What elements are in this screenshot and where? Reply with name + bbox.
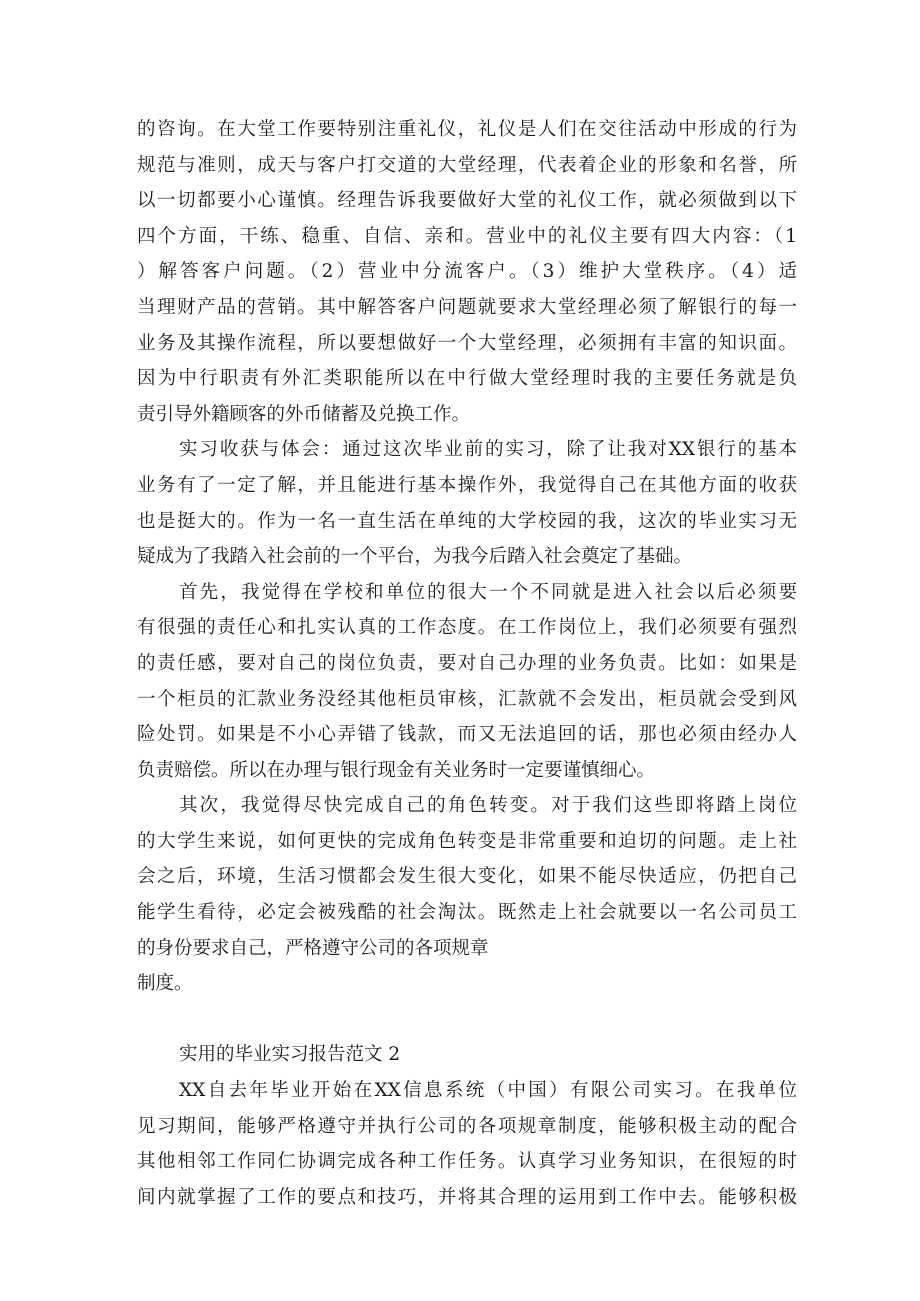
paragraph-line: 见习期间，能够严格遵守并执行公司的各项规章制度，能够积极主动的配合 <box>137 1115 797 1137</box>
section-heading: 实用的毕业实习报告范文 2 <box>179 1044 401 1066</box>
paragraph-line: 一个柜员的汇款业务没经其他柜员审核，汇款就不会发出，柜员就会受到风 <box>137 688 797 710</box>
paragraph-line: 的大学生来说，如何更快的完成角色转变是非常重要和迫切的问题。走上社 <box>137 830 797 852</box>
section-spacer <box>137 1002 797 1038</box>
paragraph-line: 其次，我觉得尽快完成自己的角色转变。对于我们这些即将踏上岗位 <box>179 795 797 817</box>
paragraph-line: 制度。 <box>137 973 193 995</box>
paragraph-line: 规范与准则，成天与客户打交道的大堂经理，代表着企业的形象和名誉，所 <box>137 154 797 176</box>
paragraph-line: 的责任感，要对自己的岗位负责，要对自己办理的业务负责。比如：如果是 <box>137 652 797 674</box>
paragraph-line: 其他相邻工作同仁协调完成各种工作任务。认真学习业务知识，在很短的时 <box>137 1151 797 1173</box>
paragraph-line: 首先，我觉得在学校和单位的很大一个不同就是进入社会以后必须要 <box>179 581 797 603</box>
paragraph-line: 四个方面，干练、稳重、自信、亲和。营业中的礼仪主要有四大内容：（1 <box>137 225 797 247</box>
paragraph-line: 责引导外籍顾客的外币储蓄及兑换工作。 <box>137 403 471 425</box>
paragraph-line: 险处罚。如果是不小心弄错了钱款，而又无法追回的话，那也必须由经办人 <box>137 724 797 746</box>
paragraph-line: 有很强的责任心和扎实认真的工作态度。在工作岗位上，我们必须要有强烈 <box>137 617 797 639</box>
paragraph-line: 当理财产品的营销。其中解答客户问题就要求大堂经理必须了解银行的每一 <box>137 296 797 318</box>
paragraph-line: 实习收获与体会：通过这次毕业前的实习，除了让我对XX银行的基本 <box>179 439 797 461</box>
paragraph-line: XX自去年毕业开始在XX信息系统（中国）有限公司实习。在我单位 <box>179 1080 797 1102</box>
paragraph-line: 能学生看待，必定会被残酷的社会淘汰。既然走上社会就要以一名公司员工 <box>137 902 797 924</box>
paragraph-line: ）解答客户问题。（2）营业中分流客户。（3）维护大堂秩序。（4）适 <box>137 261 797 283</box>
paragraph-line: 会之后，环境，生活习惯都会发生很大变化，如果不能尽快适应，仍把自己 <box>137 866 797 888</box>
paragraph-line: 也是挺大的。作为一名一直生活在单纯的大学校园的我，这次的毕业实习无 <box>137 510 797 532</box>
paragraph-line: 间内就掌握了工作的要点和技巧，并将其合理的运用到工作中去。能够积极 <box>137 1186 797 1208</box>
paragraph-line: 疑成为了我踏入社会前的一个平台，为我今后踏入社会奠定了基础。 <box>137 546 693 568</box>
paragraph-line: 业务及其操作流程，所以要想做好一个大堂经理，必须拥有丰富的知识面。 <box>137 332 797 354</box>
paragraph-line: 因为中行职责有外汇类职能所以在中行做大堂经理时我的主要任务就是负 <box>137 368 797 390</box>
paragraph-line: 的身份要求自己，严格遵守公司的各项规章 <box>137 937 489 959</box>
paragraph-line: 业务有了一定了解，并且能进行基本操作外，我觉得自己在其他方面的收获 <box>137 474 797 496</box>
paragraph-line: 以一切都要小心谨慎。经理告诉我要做好大堂的礼仪工作，就必须做到以下 <box>137 190 797 212</box>
paragraph-line: 负责赔偿。所以在办理与银行现金有关业务时一定要谨慎细心。 <box>137 759 656 781</box>
paragraph-line: 的咨询。在大堂工作要特别注重礼仪，礼仪是人们在交往活动中形成的行为 <box>137 119 797 140</box>
document-body <box>137 112 797 1215</box>
